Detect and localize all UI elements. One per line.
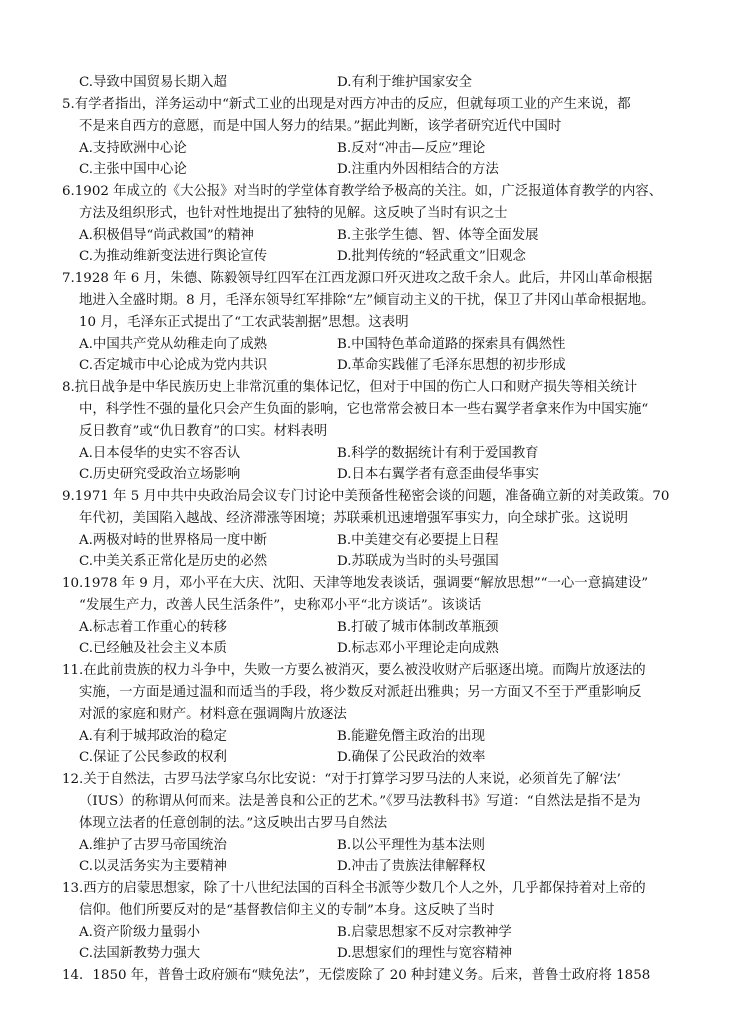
q8-stem-line-1: 8.抗日战争是中华民族历史上非常沉重的集体记忆，但对于中国的伤亡人口和财产损失等相关统计 (62, 380, 638, 395)
q9-option-d: D.苏联成为当时的头号强国 (337, 554, 499, 569)
q6-option-a: A.积极倡导“尚武救国”的精神 (79, 228, 254, 243)
q10-stem-line-1: 10.1978 年 9 月，邓小平在大庆、沈阳、天津等地发表谈话，强调要“解放思想”“一心一意搞建设” (62, 576, 649, 591)
q7-option-c: C.否定城市中心论成为党内共识 (79, 358, 268, 373)
q6-option-b: B.主张学生德、智、体等全面发展 (337, 228, 539, 243)
q5-option-b: B.反对“冲击—反应”理论 (337, 141, 486, 156)
q13-option-b: B.启蒙思想家不反对宗教神学 (337, 925, 512, 940)
q8-option-a: A.日本侵华的史实不容否认 (79, 446, 241, 461)
q11-option-b: B.能避免僭主政治的出现 (337, 729, 486, 744)
q8-stem-line-3: 反日教育”或“仇日教育”的口实。材料表明 (79, 424, 328, 439)
q10-option-d: D.标志邓小平理论走向成熟 (337, 641, 499, 656)
q6-stem-line-1: 6.1902 年成立的《大公报》对当时的学堂体育教学给予极高的关注。如，广泛报道体育教学的内容、 (62, 184, 663, 199)
q8-option-d: D.日本右翼学者有意歪曲侵华事实 (337, 467, 539, 482)
q5-option-a: A.支持欧洲中心论 (79, 141, 187, 156)
q10-option-c: C.已经触及社会主义本质 (79, 641, 227, 656)
q14-stem-line-1: 14．1850 年，普鲁士政府颁布“赎免法”，无偿废除了 20 种封建义务。后来，普鲁士政府将 1858 (62, 968, 651, 983)
q13-stem-line-1: 13.西方的启蒙思想家，除了十八世纪法国的百科全书派等少数几个人之外，几乎都保持着对上帝的 (62, 881, 646, 896)
q11-option-c: C.保证了公民参政的权利 (79, 750, 227, 765)
q9-stem-line-1: 9.1971 年 5 月中共中央政治局会议专门讨论中美预备性秘密会谈的问题，准备确立新的对美政策。70 (62, 489, 670, 504)
q7-stem-line-1: 7.1928 年 6 月，朱德、陈毅领导红四军在江西龙源口歼灭进攻之敌千余人。此后，井冈山革命根据 (62, 271, 653, 286)
q9-option-b: B.中美建交有必要提上日程 (337, 533, 499, 548)
q7-option-d: D.革命实践催了毛泽东思想的初步形成 (337, 358, 566, 373)
q4-option-c: C.导致中国贸易长期入超 (79, 75, 227, 90)
q12-option-a: A.维护了古罗马帝国统治 (79, 838, 227, 853)
q12-stem-line-3: 体现立法者的任意创制的法。”这反映出古罗马自然法 (79, 816, 388, 831)
q12-option-b: B.以公平理性为基本法则 (337, 838, 486, 853)
q11-stem-line-2: 实施，一方面是通过温和而适当的手段，将少数反对派赶出雅典；另一方面又不至于严重影响反 (79, 685, 642, 700)
q6-stem-line-2: 方法及组织形式，也针对性地提出了独特的见解。这反映了当时有识之士 (79, 206, 508, 221)
q5-option-d: D.注重内外因相结合的方法 (337, 162, 499, 177)
q8-stem-line-2: 中，科学性不强的量化只会产生负面的影响，它也常常会被日本一些右翼学者拿来作为中国实施“ (79, 402, 649, 417)
q12-stem-line-1: 12.关于自然法，古罗马法学家乌尔比安说：“对于打算学习罗马法的人来说，必须首先了解‘法’ (62, 772, 621, 787)
q13-option-c: C.法国新教势力强大 (79, 946, 201, 961)
q7-option-a: A.中国共产党从幼稚走向了成熟 (79, 337, 268, 352)
q11-option-a: A.有利于城邦政治的稳定 (79, 729, 227, 744)
q11-option-d: D.确保了公民政治的效率 (337, 750, 486, 765)
q13-stem-line-2: 信仰。他们所要反对的是“基督教信仰主义的专制”本身。这反映了当时 (79, 903, 495, 918)
q6-option-d: D.批判传统的“轻武重文”旧观念 (337, 249, 526, 264)
q12-option-c: C.以灵活务实为主要精神 (79, 859, 227, 874)
q6-option-c: C.为推动维新变法进行舆论宣传 (79, 249, 268, 264)
q12-stem-line-2: （IUS）的称谓从何而来。法是善良和公正的艺术。”《罗马法教科书》写道：“自然法是指不是为 (79, 794, 641, 809)
q5-stem-line-1: 5.有学者指出，洋务运动中“新式工业的出现是对西方冲击的反应，但就每项工业的产生来说，都 (62, 97, 631, 112)
q7-stem-line-2: 地进入全盛时期。8 月，毛泽东领导红军排除“左”倾盲动主义的干扰，保卫了井冈山革命根据地。 (79, 293, 655, 308)
q8-option-b: B.科学的数据统计有利于爱国教育 (337, 446, 539, 461)
q10-stem-line-2: “发展生产力，改善人民生活条件”，史称邓小平“北方谈话”。该谈话 (79, 598, 482, 613)
q5-option-c: C.主张中国中心论 (79, 162, 187, 177)
q10-option-a: A.标志着工作重心的转移 (79, 620, 227, 635)
q13-option-a: A.资产阶级力量弱小 (79, 925, 201, 940)
q5-stem-line-2: 不是来自西方的意愿，而是中国人努力的结果。”据此判断，该学者研究近代中国时 (79, 119, 562, 134)
q9-option-c: C.中美关系正常化是历史的必然 (79, 554, 268, 569)
q10-option-b: B.打破了城市体制改革瓶颈 (337, 620, 499, 635)
q7-stem-line-3: 10 月，毛泽东正式提出了“工农武装割据”思想。这表明 (79, 315, 409, 330)
q11-stem-line-1: 11.在此前贵族的权力斗争中，失败一方要么被消灭，要么被没收财产后驱逐出境。而陶片放逐法的 (62, 663, 646, 678)
q7-option-b: B.中国特色革命道路的探索具有偶然性 (337, 337, 566, 352)
q8-option-c: C.历史研究受政治立场影响 (79, 467, 241, 482)
q12-option-d: D.冲击了贵族法律解释权 (337, 859, 486, 874)
q11-stem-line-3: 对派的家庭和财产。材料意在强调陶片放逐法 (79, 707, 347, 722)
q9-option-a: A.两极对峙的世界格局一度中断 (79, 533, 268, 548)
q13-option-d: D.思想家们的理性与宽容精神 (337, 946, 513, 961)
q4-option-d: D.有利于维护国家安全 (337, 75, 473, 90)
q9-stem-line-2: 年代初，美国陷入越战、经济滞涨等困境；苏联乘机迅速增强军事实力，向全球扩张。这说明 (79, 511, 629, 526)
